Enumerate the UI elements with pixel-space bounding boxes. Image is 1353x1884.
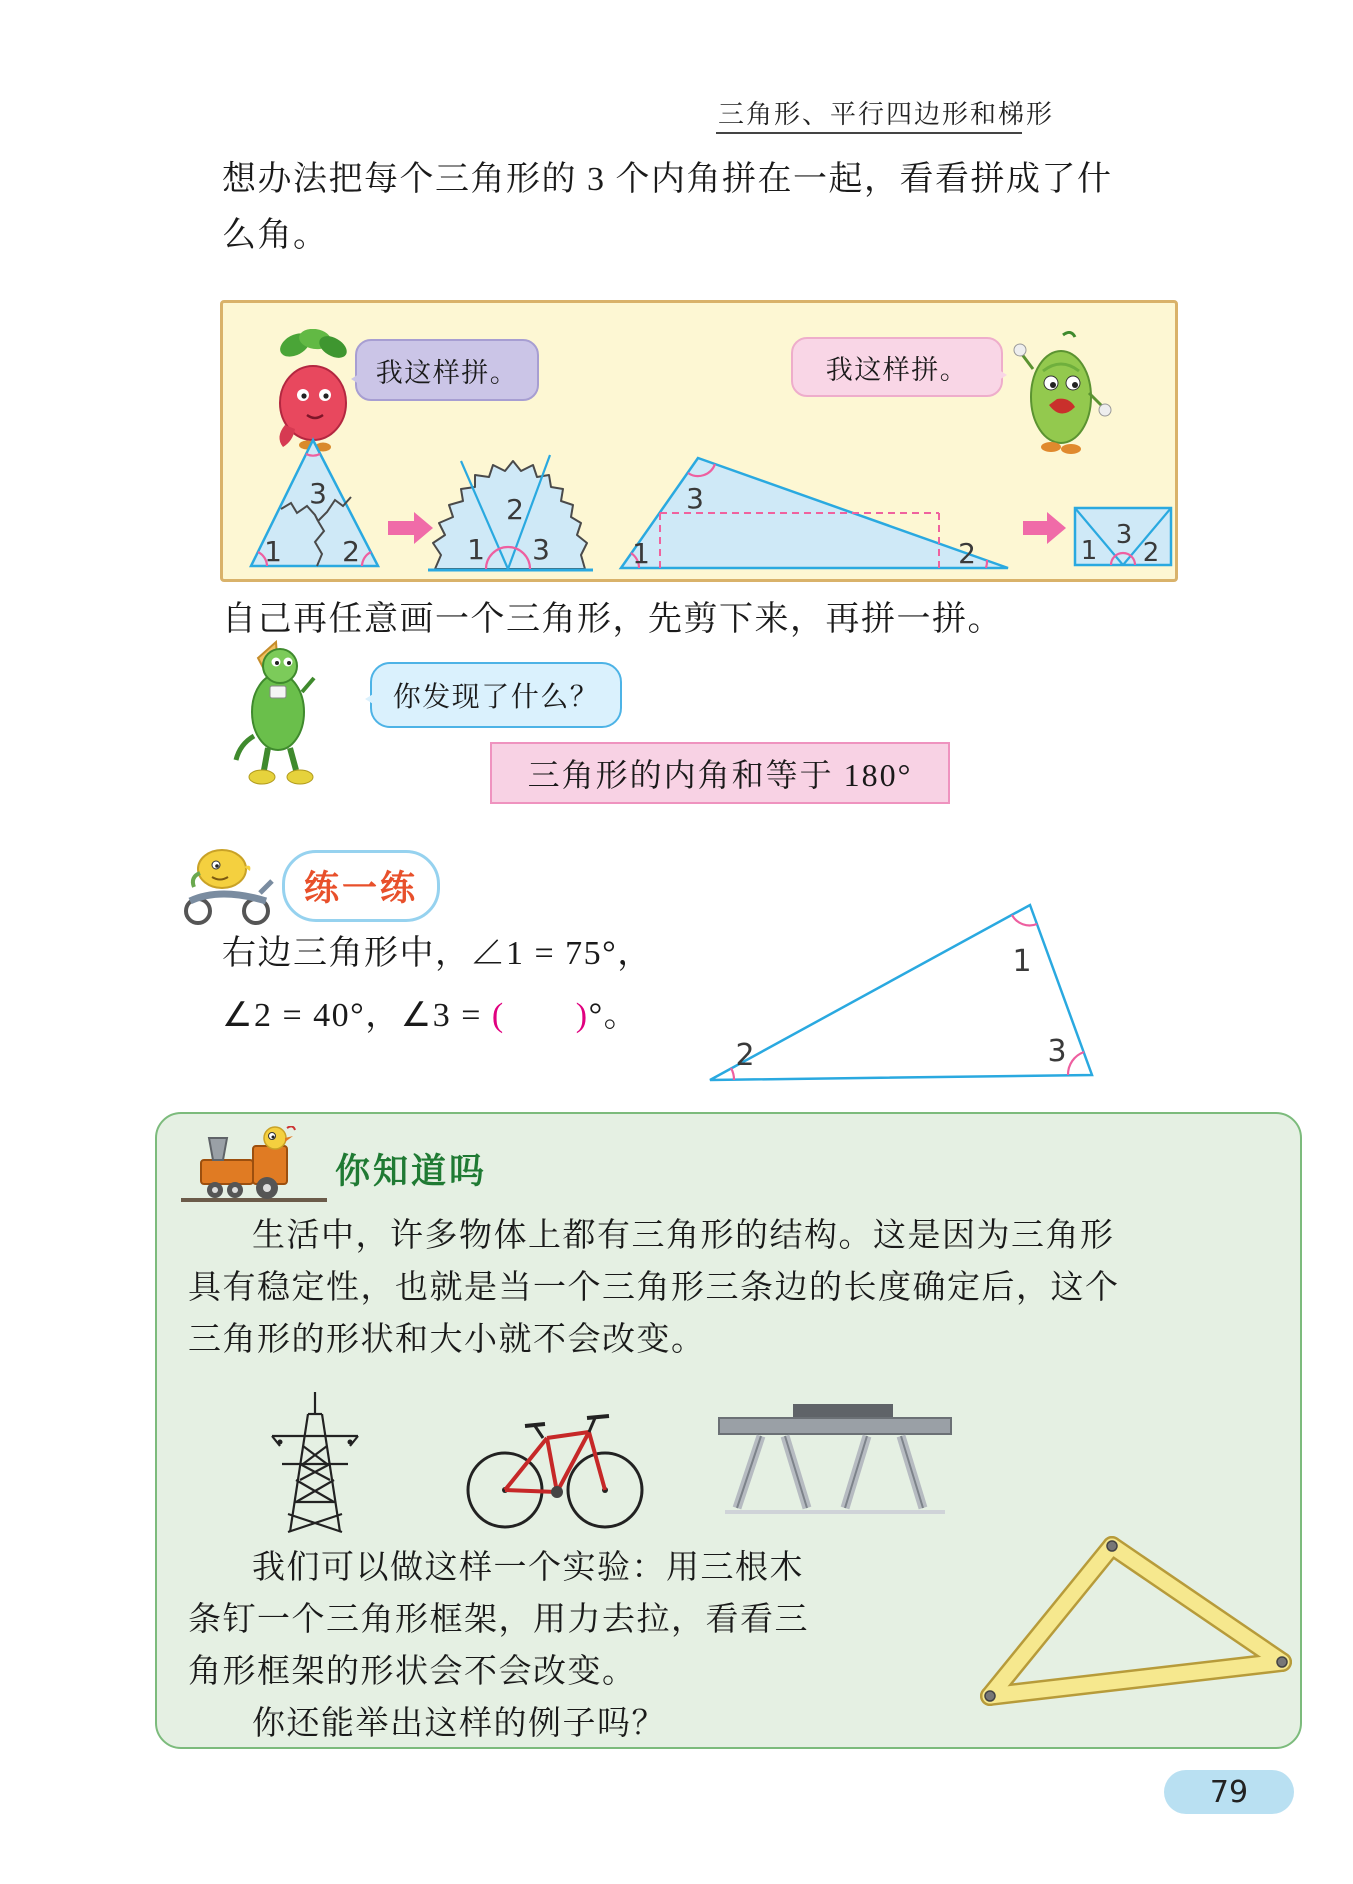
angle-tearing-diagrams [223,303,1175,579]
angle-label: 3 [1115,520,1133,550]
know-paragraph-line: 条钉一个三角形框架，用力去拉，看看三 [188,1602,809,1638]
bridge-photo [715,1396,955,1521]
intro-line-1: 想办法把每个三角形的 3 个内角拼在一起，看看拼成了什 [222,161,1113,198]
discovery-bubble [370,662,622,728]
angle-label: 3 [309,477,327,510]
arrow-right-icon [1023,512,1066,544]
angle-label: 1 [467,533,485,566]
practice-line-2 [222,994,639,1038]
did-you-know-title: 你知道吗 [335,1152,488,1191]
angle-label: 1 [1012,944,1032,979]
lemon-rider-illustration [170,843,285,928]
angle-label: 3 [686,482,704,515]
intro-line-2: 么角。 [222,217,329,254]
angle-label: 1 [1080,536,1098,566]
transmission-tower-photo [232,1384,397,1534]
angle-label: 1 [264,535,282,568]
conclusion-text: 三角形的内角和等于 180° [527,757,913,793]
angle-label: 2 [958,537,976,570]
know-paragraph-line: 三角形的形状和大小就不会改变。 [188,1322,706,1358]
conclusion-box [490,742,950,804]
chapter-title-underline [716,132,1022,134]
page-number: 79 [1209,1774,1249,1810]
triangle-frame-illustration [972,1532,1312,1722]
train-icon [175,1126,335,1211]
angle-label: 2 [1142,538,1160,568]
dino-character-illustration [218,640,333,790]
angle-label: 2 [506,493,524,526]
practice-triangle-diagram [685,893,1105,1103]
did-you-know-box [155,1112,1302,1749]
torn-triangle-diagram [251,440,378,568]
know-paragraph-line: 具有稳定性，也就是当一个三角形三条边的长度确定后，这个 [188,1270,1120,1306]
practice-line-2-prefix: ∠2 = 40°，∠3 = [222,997,492,1034]
know-paragraph-line: 角形框架的形状会不会改变。 [188,1654,637,1690]
speech-bubble-left-text: 我这样拼。 [375,357,519,388]
angle-label: 3 [532,533,550,566]
angle-label: 1 [632,537,650,570]
activity-box [220,300,1178,582]
practice-answer-blank: ( ) [491,997,589,1034]
practice-section-badge [282,850,440,922]
practice-line-1: 右边三角形中，∠1 = 75°， [222,935,653,972]
rectangle-diagram [1075,508,1171,568]
straight-angle-diagram [428,455,593,570]
angle-label: 2 [735,1038,755,1073]
bicycle-photo [455,1390,650,1532]
angle-label: 3 [1047,1034,1067,1069]
discovery-bubble-text: 你发现了什么？ [392,682,600,713]
know-paragraph-line: 生活中，许多物体上都有三角形的结构。这是因为三角形 [252,1218,1115,1254]
practice-line-2-suffix: °。 [588,997,640,1034]
speech-bubble-right-text: 我这样拼。 [825,354,969,385]
know-paragraph-line: 我们可以做这样一个实验：用三根木 [252,1550,804,1586]
practice-section-title: 练一练 [303,869,418,908]
page-number-badge [1164,1770,1294,1814]
angle-label: 2 [342,535,360,568]
chapter-title: 三角形、平行四边形和梯形 [718,100,1055,129]
know-paragraph-line: 你还能举出这样的例子吗？ [252,1706,666,1742]
arrow-right-icon [388,512,433,544]
folded-triangle-diagram [621,458,1008,570]
followup-text: 自己再任意画一个三角形，先剪下来，再拼一拼。 [222,601,1003,638]
